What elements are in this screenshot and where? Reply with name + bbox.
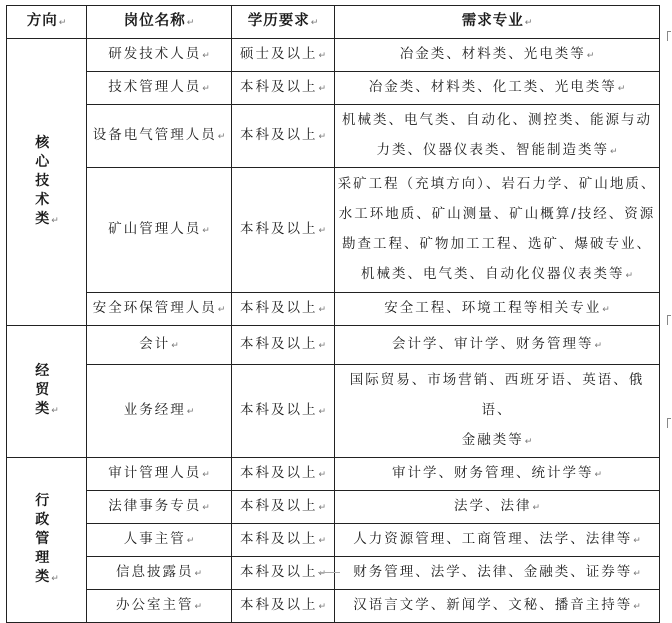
major-cell <box>335 168 660 293</box>
position-name: 研发技术人员 <box>108 46 202 62</box>
table-row <box>7 365 660 458</box>
major-line: 水工环地质、矿山测量、矿山概算/技经、资源 <box>338 206 656 222</box>
header-position: 岗位名称↵ <box>87 6 232 39</box>
major-cell <box>335 39 660 72</box>
major-line: 冶金类、材料类、光电类等↵ <box>399 46 595 62</box>
major-cell <box>335 557 660 590</box>
major-cell <box>335 524 660 557</box>
education-requirement: 本科及以上 <box>239 127 318 143</box>
education-cell: 本科及以上↵ <box>232 326 335 365</box>
major-cell <box>335 590 660 623</box>
category-cell: 行政管理类 ↵ <box>7 458 87 623</box>
table-row <box>7 590 660 623</box>
major-line: 财务管理、法学、法律、金融类、证券等↵ <box>353 564 641 580</box>
table-row <box>7 491 660 524</box>
table-row <box>7 168 660 293</box>
major-cell <box>335 326 660 365</box>
category-cell: 核心技术类 ↵ <box>7 39 87 326</box>
education-requirement: 硕士及以上 <box>239 46 318 62</box>
position-name: 人事主管 <box>123 531 186 547</box>
education-requirement: 本科及以上 <box>239 300 318 316</box>
position-cell: 研发技术人员↵ <box>87 39 232 72</box>
table-row <box>7 39 660 72</box>
page-edge-mark <box>667 31 671 41</box>
major-line: 机械类、电气类、自动化仪器仪表类等↵ <box>360 266 634 282</box>
major-line: 国际贸易、市场营销、西班牙语、英语、俄语、 <box>349 372 645 418</box>
position-name: 会计 <box>139 336 171 352</box>
table-row <box>7 524 660 557</box>
position-cell: 办公室主管↵ <box>87 590 232 623</box>
education-cell: 本科及以上↵ <box>232 491 335 524</box>
education-cell: 本科及以上↵ <box>232 590 335 623</box>
position-cell: 会计↵ <box>87 326 232 365</box>
education-requirement: 本科及以上 <box>239 336 318 352</box>
major-cell <box>335 491 660 524</box>
position-name: 法律事务专员 <box>108 498 202 514</box>
position-cell: 法律事务专员↵ <box>87 491 232 524</box>
education-cell: 硕士及以上↵ <box>232 39 335 72</box>
position-name: 审计管理人员 <box>108 465 202 481</box>
major-line: 采矿工程（充填方向）、岩石力学、矿山地质、 <box>337 176 657 192</box>
major-line: 法学、法律↵ <box>453 498 541 514</box>
position-name: 技术管理人员 <box>108 79 202 95</box>
table-row <box>7 326 660 365</box>
category-label: 行政管理类 <box>35 492 50 585</box>
major-line: 勘查工程、矿物加工工程、选矿、爆破专业、 <box>342 236 652 252</box>
education-cell: 本科及以上↵ <box>232 524 335 557</box>
major-line: 金融类等↵ <box>461 432 533 448</box>
education-cell: 本科及以上↵ <box>232 293 335 326</box>
position-cell: 业务经理↵ <box>87 365 232 458</box>
major-line: 力类、仪器仪表类、智能制造类等↵ <box>376 142 618 158</box>
position-cell: 技术管理人员↵ <box>87 72 232 105</box>
major-line: 人力资源管理、工商管理、法学、法律等↵ <box>353 531 641 547</box>
education-cell: 本科及以上↵ <box>232 105 335 168</box>
position-name: 设备电气管理人员 <box>92 127 217 143</box>
position-cell: 矿山管理人员↵ <box>87 168 232 293</box>
position-cell: 设备电气管理人员↵ <box>87 105 232 168</box>
header-direction: 方向↵ <box>7 6 87 39</box>
position-name: 办公室主管 <box>115 597 194 613</box>
education-requirement: 本科及以上 <box>239 597 318 613</box>
page-edge-mark <box>667 315 671 325</box>
major-line: 审计学、财务管理、统计学等↵ <box>391 465 603 481</box>
table-body <box>7 39 660 623</box>
education-requirement: 本科及以上 <box>239 221 318 237</box>
education-requirement: 本科及以上 <box>239 79 318 95</box>
position-name: 矿山管理人员 <box>108 221 202 237</box>
position-cell: 信息披露员↵ <box>87 557 232 590</box>
header-major: 需求专业↵ <box>335 6 660 39</box>
table-row <box>7 293 660 326</box>
major-cell <box>335 458 660 491</box>
education-cell: 本科及以上↵ <box>232 557 335 590</box>
education-cell: 本科及以上↵ <box>232 365 335 458</box>
major-line: 机械类、电气类、自动化、测控类、能源与动 <box>342 112 652 128</box>
education-cell: 本科及以上↵ <box>232 72 335 105</box>
major-line: 会计学、审计学、财务管理等↵ <box>391 336 603 352</box>
table-row <box>7 458 660 491</box>
header-row <box>7 6 660 39</box>
page-edge-mark <box>667 418 671 428</box>
major-cell <box>335 72 660 105</box>
major-cell <box>335 293 660 326</box>
category-cell: 经贸类 ↵ <box>7 326 87 458</box>
page-bottom-mark <box>318 572 340 579</box>
major-cell <box>335 105 660 168</box>
category-label: 核心技术类 <box>35 134 50 227</box>
education-requirement: 本科及以上 <box>239 564 318 580</box>
major-line: 安全工程、环境工程等相关专业↵ <box>384 300 610 316</box>
table-row <box>7 72 660 105</box>
education-cell: 本科及以上↵ <box>232 458 335 491</box>
position-name: 安全环保管理人员 <box>92 300 217 316</box>
position-cell: 人事主管↵ <box>87 524 232 557</box>
position-cell: 安全环保管理人员↵ <box>87 293 232 326</box>
header-education: 学历要求↵ <box>232 6 335 39</box>
table-row <box>7 105 660 168</box>
major-cell <box>335 365 660 458</box>
education-requirement: 本科及以上 <box>239 465 318 481</box>
category-label: 经贸类 <box>35 363 50 417</box>
education-requirement: 本科及以上 <box>239 498 318 514</box>
education-cell: 本科及以上↵ <box>232 168 335 293</box>
recruitment-table <box>6 5 660 623</box>
education-requirement: 本科及以上 <box>239 531 318 547</box>
major-line: 汉语言文学、新闻学、文秘、播音主持等↵ <box>353 597 641 613</box>
education-requirement: 本科及以上 <box>239 402 318 418</box>
major-line: 冶金类、材料类、化工类、光电类等↵ <box>368 79 626 95</box>
position-cell: 审计管理人员↵ <box>87 458 232 491</box>
position-name: 业务经理 <box>123 402 186 418</box>
position-name: 信息披露员 <box>115 564 194 580</box>
